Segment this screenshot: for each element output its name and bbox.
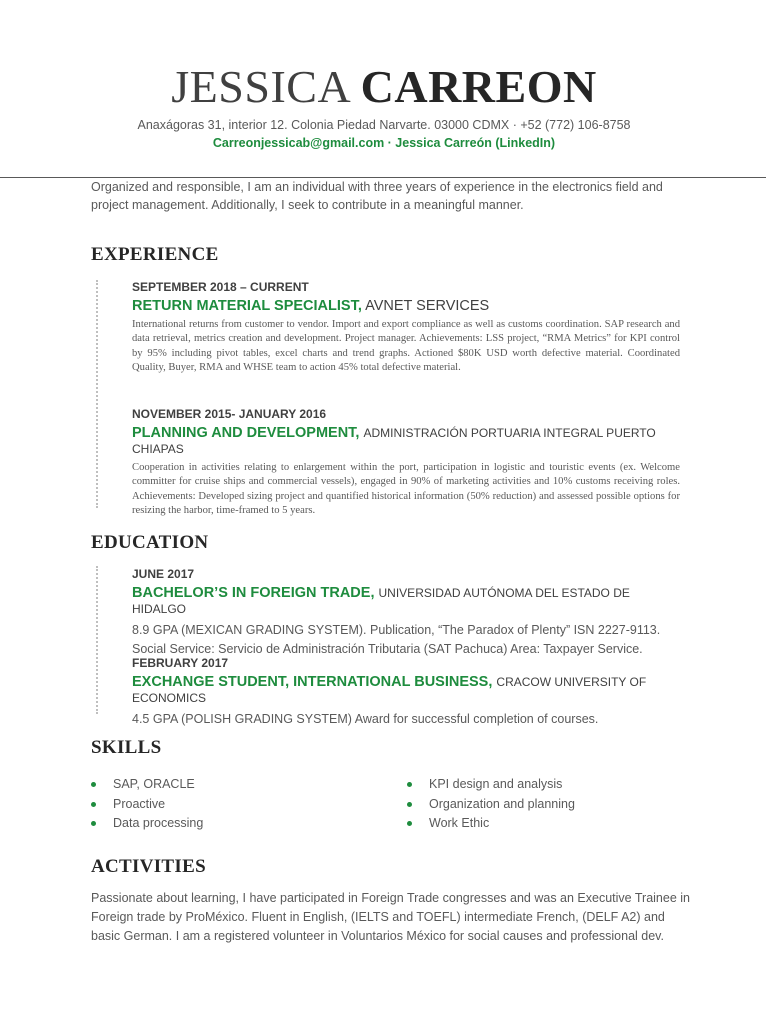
education-heading: EDUCATION xyxy=(91,532,209,553)
bullet-icon xyxy=(407,782,412,787)
skill-label: SAP, ORACLE xyxy=(113,777,195,791)
entry-title: PLANNING AND DEVELOPMENT, xyxy=(132,425,360,441)
entry-org: UNIVERSIDAD AUTÓNOMA DEL ESTADO DE HIDALGO xyxy=(132,586,630,616)
skill-label: KPI design and analysis xyxy=(429,777,563,791)
skill-item xyxy=(91,814,203,834)
education-timeline xyxy=(96,566,98,714)
entry-description: 4.5 GPA (POLISH GRADING SYSTEM) Award for successful completion of courses. xyxy=(132,712,599,726)
activities-heading: ACTIVITIES xyxy=(91,856,206,877)
entry-role xyxy=(132,585,680,617)
skill-label: Data processing xyxy=(113,816,204,830)
entry-description: International returns from customer to vendor. Import and export compliance as well as customs coordination. SAP research and data retrieval, metrics creation and development. Project manager. Achievements: LSS project, “RMA Metrics” for KPI control by 95% including pivot tables, excel charts and trend graphs. Actioned $80K USD worth defective material. Coordinated Quality, Buyer, RMA and WHSE team to action 45% total defective material. xyxy=(132,319,680,374)
skill-item xyxy=(407,814,575,834)
activities-text: Passionate about learning, I have participated in Foreign Trade congresses and was an Executive Trainee in Foreign trade by ProMéxico. Fluent in English, (IELTS and TOEFL) intermediate French, (DELF A2) and basic German. I am a registered volunteer in Voluntarios México for social causes and professional dev. xyxy=(91,891,690,943)
entry-role xyxy=(132,425,680,457)
entry-description: 8.9 GPA (MEXICAN GRADING SYSTEM). Publication, “The Paradox of Plenty” ISN 2227-9113. Social Service: Servicio de Administración Tributaria (SAT Pachuca) Area: Taxpayer Service. xyxy=(132,623,661,656)
education-entry xyxy=(132,656,680,729)
entry-org: ADMINISTRACIÓN PORTUARIA INTEGRAL PUERTO CHIAPAS xyxy=(132,426,656,456)
bullet-icon xyxy=(91,802,96,807)
entry-title: RETURN MATERIAL SPECIALIST, xyxy=(132,298,362,314)
candidate-name xyxy=(0,60,768,114)
experience-entry xyxy=(132,280,680,376)
entry-org: CRACOW UNIVERSITY OF ECONOMICS xyxy=(132,675,647,705)
skill-label: Organization and planning xyxy=(429,796,575,811)
bullet-icon xyxy=(91,782,96,787)
contact-address: Anaxágoras 31, interior 12. Colonia Piedad Narvarte. 03000 CDMX · +52 (772) 106-8758 xyxy=(137,118,631,132)
bullet-icon xyxy=(407,821,412,826)
resume-header xyxy=(0,60,768,150)
entry-date: SEPTEMBER 2018 – CURRENT xyxy=(132,280,309,294)
entry-date: NOVEMBER 2015- JANUARY 2016 xyxy=(132,407,327,421)
entry-role xyxy=(132,298,680,314)
skills-column-left xyxy=(91,775,203,834)
skill-item xyxy=(91,795,203,815)
entry-role xyxy=(132,674,680,706)
experience-timeline xyxy=(96,280,98,508)
skill-label: Proactive xyxy=(113,796,166,811)
skill-label: Work Ethic xyxy=(429,816,490,830)
skill-item xyxy=(91,775,203,795)
last-name: CARREON xyxy=(360,61,597,112)
first-name: JESSICA xyxy=(171,61,349,112)
skills-heading: SKILLS xyxy=(91,737,162,758)
entry-date: FEBRUARY 2017 xyxy=(132,656,229,670)
entry-org: AVNET SERVICES xyxy=(365,298,490,314)
contact-links[interactable]: Carreonjessicab@gmail.com · Jessica Carreón (LinkedIn) xyxy=(212,136,556,150)
experience-heading: EXPERIENCE xyxy=(91,244,219,265)
entry-date: JUNE 2017 xyxy=(132,567,195,581)
entry-title: EXCHANGE STUDENT, INTERNATIONAL BUSINESS, xyxy=(132,674,493,690)
skills-column-right xyxy=(407,775,575,834)
entry-description: Cooperation in activities relating to enlargement within the port, participation in logistic and touristic events (ex. Welcome committer for cruise ships and commercial vessels), engaged in 90% of marketing activities and 10% customs receiving roles. Achievements: Developed sizing project and quantified historical information (50% reduction) and assessed possible options for resizing the harbor, time-framed to 5 years. xyxy=(132,462,680,517)
skill-item xyxy=(407,795,575,815)
summary-text: Organized and responsible, I am an individual with three years of experience in the electronics field and project management. Additionally, I seek to contribute in a meaningful manner. xyxy=(91,180,663,212)
education-entry xyxy=(132,567,680,659)
bullet-icon xyxy=(91,821,96,826)
experience-entry xyxy=(132,407,680,519)
bullet-icon xyxy=(407,802,412,807)
skill-item xyxy=(407,775,575,795)
entry-title: BACHELOR’S IN FOREIGN TRADE, xyxy=(132,585,375,601)
